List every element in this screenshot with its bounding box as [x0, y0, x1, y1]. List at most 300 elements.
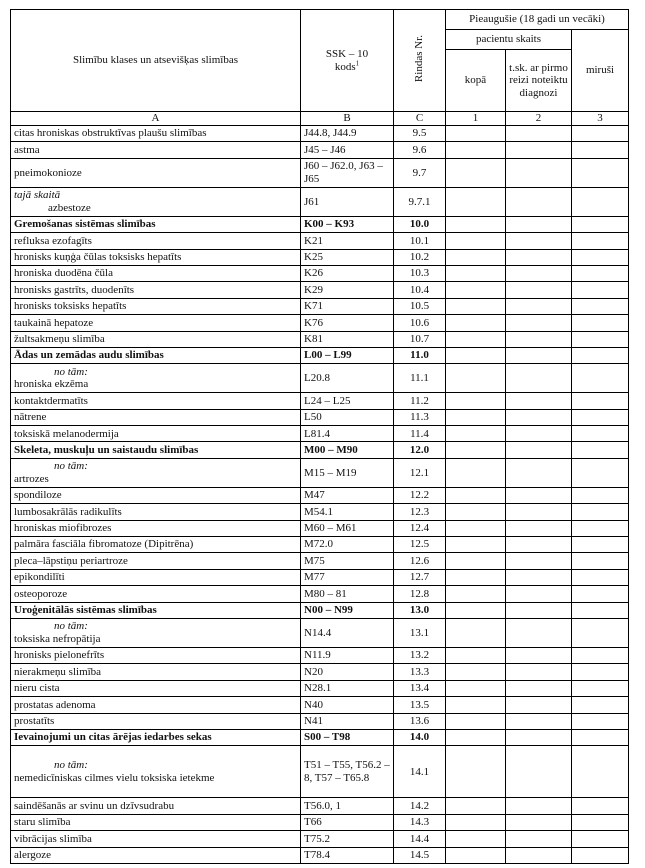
row-number-cell: 13.0	[394, 602, 446, 618]
disease-name: hronisks kuņģa čūlas toksisks hepatīts	[14, 251, 182, 263]
total-value-cell	[446, 504, 506, 520]
table-row	[11, 798, 629, 814]
icd-code-cell: K21	[301, 233, 394, 249]
row-number-cell: 9.7	[394, 158, 446, 187]
disease-name-cell	[11, 569, 301, 585]
disease-name-cell	[11, 364, 301, 393]
total-value-cell	[446, 126, 506, 142]
total-value-cell	[446, 847, 506, 863]
deceased-value-cell	[572, 233, 629, 249]
total-value-cell	[446, 586, 506, 602]
deceased-value-cell	[572, 697, 629, 713]
deceased-value-cell	[572, 347, 629, 363]
disease-name: epikondilīti	[14, 571, 65, 584]
header-adults-group: Pieaugušie (18 gadi un vecāki)	[446, 10, 629, 30]
total-value-cell	[446, 729, 506, 745]
table-row	[11, 520, 629, 536]
total-value-cell	[446, 158, 506, 187]
first-diagnosis-value-cell	[506, 233, 572, 249]
total-value-cell	[446, 680, 506, 696]
first-diagnosis-value-cell	[506, 282, 572, 298]
table-row	[11, 298, 629, 314]
deceased-value-cell	[572, 618, 629, 647]
row-number-cell: 14.4	[394, 831, 446, 847]
disease-name: hroniska ekzēma	[14, 378, 89, 391]
row-number-cell: 12.5	[394, 537, 446, 553]
first-diagnosis-value-cell	[506, 216, 572, 232]
table-row	[11, 746, 629, 798]
table-row	[11, 393, 629, 409]
table-row	[11, 814, 629, 830]
table-row	[11, 713, 629, 729]
row-number-cell: 9.6	[394, 142, 446, 158]
disease-name: Skeleta, muskuļu un saistaudu slimības	[14, 443, 199, 456]
row-number-cell: 11.3	[394, 409, 446, 425]
first-diagnosis-value-cell	[506, 142, 572, 158]
first-diagnosis-value-cell	[506, 487, 572, 503]
disease-name-cell	[11, 504, 301, 520]
row-number-cell: 13.6	[394, 713, 446, 729]
table-row	[11, 409, 629, 425]
disease-name: kontaktdermatīts	[14, 394, 88, 407]
first-diagnosis-value-cell	[506, 586, 572, 602]
header-row-number: Rindas Nr.	[394, 10, 446, 112]
first-diagnosis-value-cell	[506, 729, 572, 745]
disease-name: nātrene	[14, 411, 47, 424]
icd-code-cell: L24 – L25	[301, 393, 394, 409]
icd-code-cell: N11.9	[301, 647, 394, 663]
deceased-value-cell	[572, 458, 629, 487]
deceased-value-cell	[572, 680, 629, 696]
table-row	[11, 249, 629, 265]
first-diagnosis-value-cell	[506, 746, 572, 798]
deceased-value-cell	[572, 187, 629, 216]
subgroup-prefix: no tām:	[54, 759, 88, 772]
header-icd-code: SSK – 10 kods$^1$	[301, 10, 394, 112]
first-diagnosis-value-cell	[506, 364, 572, 393]
disease-name-cell	[11, 586, 301, 602]
disease-name-cell	[11, 426, 301, 442]
total-value-cell	[446, 458, 506, 487]
icd-code-cell: L81.4	[301, 426, 394, 442]
column-letter: 2	[506, 112, 572, 126]
first-diagnosis-value-cell	[506, 602, 572, 618]
row-number-cell: 10.3	[394, 265, 446, 281]
disease-name-cell	[11, 680, 301, 696]
total-value-cell	[446, 831, 506, 847]
table-row	[11, 504, 629, 520]
disease-name-cell	[11, 187, 301, 216]
disease-name: refluksa ezofagīts	[14, 234, 92, 247]
table-row	[11, 697, 629, 713]
icd-code-cell: K29	[301, 282, 394, 298]
total-value-cell	[446, 315, 506, 331]
disease-name-cell	[11, 697, 301, 713]
disease-name: prostatas adenoma	[14, 698, 96, 711]
deceased-value-cell	[572, 746, 629, 798]
deceased-value-cell	[572, 282, 629, 298]
total-value-cell	[446, 233, 506, 249]
table-row	[11, 364, 629, 393]
icd-code-cell: L20.8	[301, 364, 394, 393]
icd-code-cell: M75	[301, 553, 394, 569]
disease-name-cell	[11, 126, 301, 142]
deceased-value-cell	[572, 331, 629, 347]
column-letter: C	[394, 112, 446, 126]
first-diagnosis-value-cell	[506, 680, 572, 696]
row-number-cell: 12.3	[394, 504, 446, 520]
row-number-cell: 10.6	[394, 315, 446, 331]
disease-name-cell	[11, 282, 301, 298]
table-row	[11, 553, 629, 569]
disease-name-cell	[11, 458, 301, 487]
total-value-cell	[446, 569, 506, 585]
subgroup-prefix: no tām:	[54, 460, 88, 473]
disease-name: astma	[14, 143, 40, 156]
row-number-cell: 14.0	[394, 729, 446, 745]
disease-name-cell	[11, 315, 301, 331]
disease-name-cell	[11, 442, 301, 458]
disease-name-cell	[11, 618, 301, 647]
icd-code-cell: J61	[301, 187, 394, 216]
disease-name-cell	[11, 249, 301, 265]
first-diagnosis-value-cell	[506, 187, 572, 216]
disease-name-cell	[11, 647, 301, 663]
table-row	[11, 282, 629, 298]
column-letter: B	[301, 112, 394, 126]
table-row	[11, 426, 629, 442]
first-diagnosis-value-cell	[506, 618, 572, 647]
column-letter: 3	[572, 112, 629, 126]
deceased-value-cell	[572, 249, 629, 265]
deceased-value-cell	[572, 158, 629, 187]
disease-name-cell	[11, 831, 301, 847]
total-value-cell	[446, 393, 506, 409]
first-diagnosis-value-cell	[506, 409, 572, 425]
table-row	[11, 315, 629, 331]
icd-code-cell: T78.4	[301, 847, 394, 863]
table-row	[11, 618, 629, 647]
table-row	[11, 158, 629, 187]
disease-name: toksiska nefropātija	[14, 632, 101, 645]
deceased-value-cell	[572, 831, 629, 847]
table-row	[11, 216, 629, 232]
disease-name: hroniskas miofibrozes	[14, 522, 112, 535]
deceased-value-cell	[572, 265, 629, 281]
disease-name: hroniska duodēna čūla	[14, 267, 113, 280]
deceased-value-cell	[572, 713, 629, 729]
disease-name: citas hroniskas obstruktīvas plaušu slimības	[14, 127, 207, 140]
total-value-cell	[446, 520, 506, 536]
icd-code-cell: M00 – M90	[301, 442, 394, 458]
disease-name: žultsakmeņu slimība	[14, 332, 105, 345]
deceased-value-cell	[572, 664, 629, 680]
first-diagnosis-value-cell	[506, 537, 572, 553]
row-number-cell: 12.0	[394, 442, 446, 458]
header-deceased: miruši	[572, 30, 629, 112]
table-row	[11, 569, 629, 585]
icd-code-cell: M72.0	[301, 537, 394, 553]
table-row	[11, 586, 629, 602]
disease-name-cell	[11, 798, 301, 814]
disease-name: hronisks gastrīts, duodenīts	[14, 283, 135, 296]
header-disease-classes: Slimību klases un atsevišķas slimības	[11, 10, 301, 112]
icd-code-cell: T75.2	[301, 831, 394, 847]
first-diagnosis-value-cell	[506, 847, 572, 863]
disease-name: vibrācijas slimība	[14, 832, 92, 845]
header-first-diagnosis: t.sk. ar pirmo reizi noteiktu diagnozi	[506, 50, 572, 112]
total-value-cell	[446, 216, 506, 232]
row-number-cell: 13.4	[394, 680, 446, 696]
table-row	[11, 831, 629, 847]
row-number-cell: 13.3	[394, 664, 446, 680]
icd-code-cell: N40	[301, 697, 394, 713]
row-number-cell: 12.4	[394, 520, 446, 536]
disease-name: nierakmeņu slimība	[14, 665, 102, 678]
deceased-value-cell	[572, 847, 629, 863]
disease-name: azbestoze	[48, 201, 91, 214]
total-value-cell	[446, 537, 506, 553]
first-diagnosis-value-cell	[506, 814, 572, 830]
icd-code-cell: J60 – J62.0, J63 – J65	[301, 158, 394, 187]
total-value-cell	[446, 249, 506, 265]
row-number-cell: 10.4	[394, 282, 446, 298]
row-number-cell: 9.7.1	[394, 187, 446, 216]
icd-code-cell: M77	[301, 569, 394, 585]
disease-name: osteoporoze	[14, 587, 68, 600]
table-row	[11, 729, 629, 745]
disease-name-cell	[11, 520, 301, 536]
disease-name: pleca–lāpstiņu periartroze	[14, 554, 128, 567]
disease-name: lumbosakrālās radikulīts	[14, 505, 122, 518]
table-row	[11, 265, 629, 281]
first-diagnosis-value-cell	[506, 664, 572, 680]
first-diagnosis-value-cell	[506, 553, 572, 569]
deceased-value-cell	[572, 393, 629, 409]
total-value-cell	[446, 713, 506, 729]
header-patient-count: pacientu skaits	[446, 30, 572, 50]
disease-name-cell	[11, 347, 301, 363]
disease-name: Gremošanas sistēmas slimības	[14, 218, 156, 231]
disease-name: Uroģenitālās sistēmas slimības	[14, 604, 157, 617]
row-number-cell: 10.5	[394, 298, 446, 314]
icd-code-cell: S00 – T98	[301, 729, 394, 745]
table-row	[11, 187, 629, 216]
table-row	[11, 664, 629, 680]
table-row	[11, 126, 629, 142]
row-number-cell: 12.2	[394, 487, 446, 503]
first-diagnosis-value-cell	[506, 315, 572, 331]
row-number-cell: 14.5	[394, 847, 446, 863]
first-diagnosis-value-cell	[506, 426, 572, 442]
deceased-value-cell	[572, 409, 629, 425]
icd-code-cell: N00 – N99	[301, 602, 394, 618]
column-letters-row	[11, 112, 629, 126]
icd-code-cell: K71	[301, 298, 394, 314]
total-value-cell	[446, 442, 506, 458]
disease-name-cell	[11, 298, 301, 314]
disease-name-cell	[11, 664, 301, 680]
row-number-cell: 12.8	[394, 586, 446, 602]
subgroup-prefix: tajā skaitā	[14, 189, 61, 202]
first-diagnosis-value-cell	[506, 504, 572, 520]
row-number-cell: 11.0	[394, 347, 446, 363]
first-diagnosis-value-cell	[506, 520, 572, 536]
header-total: kopā	[446, 50, 506, 112]
table-row	[11, 142, 629, 158]
deceased-value-cell	[572, 426, 629, 442]
icd-code-cell: J45 – J46	[301, 142, 394, 158]
disease-name: hronisks pielonefrīts	[14, 649, 105, 662]
icd-code-cell: T66	[301, 814, 394, 830]
first-diagnosis-value-cell	[506, 458, 572, 487]
subgroup-prefix: no tām:	[54, 365, 88, 378]
disease-name-cell	[11, 216, 301, 232]
deceased-value-cell	[572, 126, 629, 142]
icd-code-cell: L00 – L99	[301, 347, 394, 363]
row-number-cell: 13.5	[394, 697, 446, 713]
column-letter: 1	[446, 112, 506, 126]
table-row	[11, 233, 629, 249]
disease-name-cell	[11, 409, 301, 425]
deceased-value-cell	[572, 487, 629, 503]
total-value-cell	[446, 664, 506, 680]
row-number-cell: 11.4	[394, 426, 446, 442]
disease-name-cell	[11, 602, 301, 618]
deceased-value-cell	[572, 814, 629, 830]
deceased-value-cell	[572, 602, 629, 618]
table-row	[11, 442, 629, 458]
total-value-cell	[446, 187, 506, 216]
first-diagnosis-value-cell	[506, 265, 572, 281]
row-number-cell: 9.5	[394, 126, 446, 142]
disease-name: palmāra fasciāla fibromatoze (Dipitrēna)	[14, 538, 194, 551]
first-diagnosis-value-cell	[506, 647, 572, 663]
row-number-cell: 13.1	[394, 618, 446, 647]
row-number-cell: 14.1	[394, 746, 446, 798]
disease-name-cell	[11, 331, 301, 347]
first-diagnosis-value-cell	[506, 442, 572, 458]
deceased-value-cell	[572, 569, 629, 585]
disease-name-cell	[11, 537, 301, 553]
document-page	[10, 9, 629, 864]
total-value-cell	[446, 487, 506, 503]
disease-name-cell	[11, 713, 301, 729]
table-row	[11, 602, 629, 618]
disease-name-cell	[11, 158, 301, 187]
disease-name: saindēšanās ar svinu un dzīvsudrabu	[14, 799, 175, 812]
deceased-value-cell	[572, 537, 629, 553]
icd-code-cell: K76	[301, 315, 394, 331]
icd-code-cell: T56.0, 1	[301, 798, 394, 814]
deceased-value-cell	[572, 729, 629, 745]
disease-name-cell	[11, 393, 301, 409]
icd-code-cell: T51 – T55, T56.2 – 8, T57 – T65.8	[301, 746, 394, 798]
first-diagnosis-value-cell	[506, 393, 572, 409]
row-number-cell: 11.2	[394, 393, 446, 409]
deceased-value-cell	[572, 798, 629, 814]
disease-name: artrozes	[14, 472, 49, 485]
row-number-cell: 13.2	[394, 647, 446, 663]
disease-name-cell	[11, 553, 301, 569]
deceased-value-cell	[572, 520, 629, 536]
total-value-cell	[446, 798, 506, 814]
icd-code-cell: L50	[301, 409, 394, 425]
disease-name: nemedicīniskas cilmes vielu toksiska ietekme	[14, 771, 215, 784]
row-number-cell: 12.7	[394, 569, 446, 585]
row-number-cell: 10.1	[394, 233, 446, 249]
row-number-cell: 14.3	[394, 814, 446, 830]
first-diagnosis-value-cell	[506, 331, 572, 347]
deceased-value-cell	[572, 442, 629, 458]
disease-name: taukainā hepatoze	[14, 316, 94, 329]
total-value-cell	[446, 282, 506, 298]
total-value-cell	[446, 647, 506, 663]
total-value-cell	[446, 697, 506, 713]
icd-code-cell: M15 – M19	[301, 458, 394, 487]
first-diagnosis-value-cell	[506, 298, 572, 314]
first-diagnosis-value-cell	[506, 713, 572, 729]
table-row	[11, 347, 629, 363]
table-row	[11, 647, 629, 663]
deceased-value-cell	[572, 553, 629, 569]
first-diagnosis-value-cell	[506, 126, 572, 142]
row-number-cell: 11.1	[394, 364, 446, 393]
deceased-value-cell	[572, 142, 629, 158]
disease-statistics-table	[10, 9, 629, 864]
row-number-cell: 10.2	[394, 249, 446, 265]
total-value-cell	[446, 265, 506, 281]
row-number-cell: 10.0	[394, 216, 446, 232]
table-row	[11, 331, 629, 347]
row-number-cell: 12.6	[394, 553, 446, 569]
icd-code-cell: M47	[301, 487, 394, 503]
total-value-cell	[446, 553, 506, 569]
total-value-cell	[446, 426, 506, 442]
disease-name-cell	[11, 729, 301, 745]
deceased-value-cell	[572, 586, 629, 602]
deceased-value-cell	[572, 504, 629, 520]
icd-code-cell: K81	[301, 331, 394, 347]
row-number-cell: 10.7	[394, 331, 446, 347]
icd-code-cell: N41	[301, 713, 394, 729]
disease-name-cell	[11, 746, 301, 798]
icd-code-cell: M80 – 81	[301, 586, 394, 602]
total-value-cell	[446, 347, 506, 363]
subgroup-prefix: no tām:	[54, 620, 88, 633]
disease-name: nieru cista	[14, 682, 60, 695]
disease-name-cell	[11, 487, 301, 503]
disease-name: Ādas un zemādas audu slimības	[14, 349, 164, 362]
column-letter: A	[11, 112, 301, 126]
first-diagnosis-value-cell	[506, 249, 572, 265]
disease-name-cell	[11, 265, 301, 281]
disease-name-cell	[11, 233, 301, 249]
deceased-value-cell	[572, 647, 629, 663]
table-row	[11, 847, 629, 863]
total-value-cell	[446, 409, 506, 425]
disease-name: toksiskā melanodermija	[14, 427, 119, 440]
deceased-value-cell	[572, 298, 629, 314]
disease-name: pneimokonioze	[14, 166, 82, 179]
disease-name-cell	[11, 814, 301, 830]
icd-code-cell: K00 – K93	[301, 216, 394, 232]
table-row	[11, 537, 629, 553]
disease-name: Ievainojumi un citas ārējas iedarbes sekas	[14, 731, 212, 744]
first-diagnosis-value-cell	[506, 831, 572, 847]
first-diagnosis-value-cell	[506, 569, 572, 585]
icd-code-cell: J44.8, J44.9	[301, 126, 394, 142]
